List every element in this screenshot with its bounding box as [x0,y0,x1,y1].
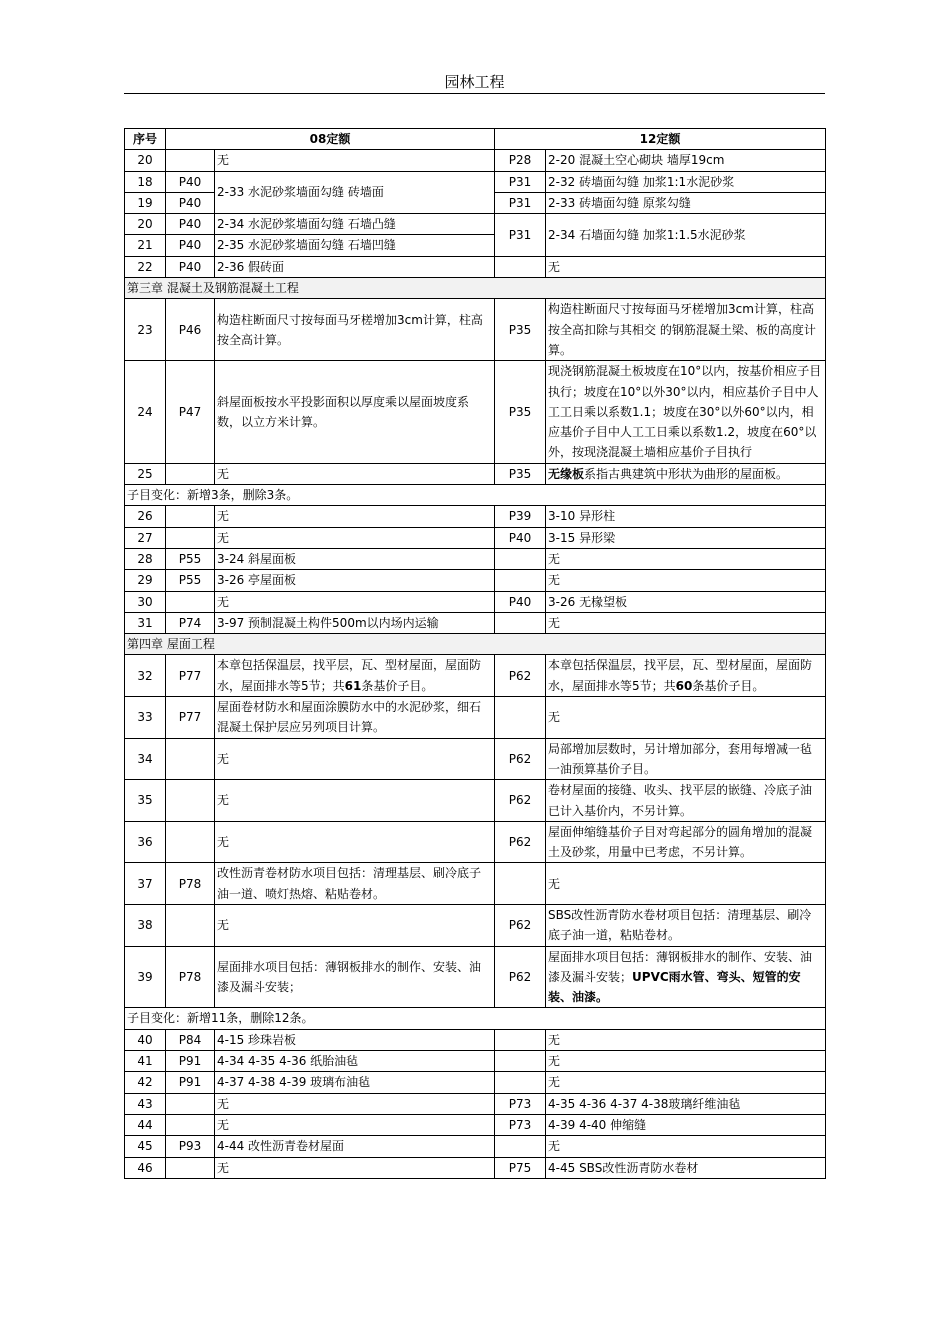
text08-cell: 无 [215,150,495,171]
text-span: 屋面排水项目包括：薄钢板排水的制作、安装、油漆及漏斗安装； [548,949,813,984]
page12-cell: P75 [495,1157,546,1178]
page12-cell: P39 [495,506,546,527]
text-span: 条基价子目。 [692,678,765,693]
page08-cell [166,150,215,171]
text12-cell: 3-10 异形柱 [546,506,826,527]
page12-cell: P31 [495,171,546,192]
change-note: 子目变化：新增3条，删除3条。 [125,485,826,506]
note-row [125,485,826,506]
page08-cell: P78 [166,863,215,905]
seq-cell: 20 [125,150,166,171]
table-row [125,463,826,484]
page08-cell [166,904,215,946]
page08-cell: P77 [166,697,215,739]
seq-cell: 22 [125,256,166,277]
text12-cell: 无 [546,612,826,633]
text12-cell [546,946,826,1008]
page12-cell: P62 [495,904,546,946]
page12-cell: P35 [495,361,546,463]
seq-cell: 42 [125,1072,166,1093]
page12-cell: P62 [495,655,546,697]
text08-cell [215,655,495,697]
table-row [125,171,826,192]
section-row [125,634,826,655]
page08-cell [166,780,215,822]
table-row [125,1093,826,1114]
text08-cell: 构造柱断面尺寸按每面马牙槎增加3cm计算，柱高按全高计算。 [215,299,495,361]
text-span: 本章包括保温层，找平层，瓦、型材屋面，屋面防水，屋面排水等5节；共 [548,658,813,693]
page12-cell: P62 [495,821,546,863]
change-note: 子目变化：新增11条，删除12条。 [125,1008,826,1029]
page08-cell: P40 [166,192,215,213]
seq-cell: 37 [125,863,166,905]
page08-cell: P47 [166,361,215,463]
text08-cell: 无 [215,1093,495,1114]
seq-cell: 36 [125,821,166,863]
page-header: 园林工程 [124,72,825,94]
seq-cell: 38 [125,904,166,946]
text12-cell: 卷材屋面的接缝、收头、找平层的嵌缝、冷底子油已计入基价内，不另计算。 [546,780,826,822]
page08-cell: P40 [166,235,215,256]
text-span: 条基价子目。 [361,678,434,693]
page08-cell: P93 [166,1136,215,1157]
text12-cell: 无 [546,1029,826,1050]
seq-cell: 46 [125,1157,166,1178]
page12-cell: P40 [495,527,546,548]
table-row [125,150,826,171]
text12-cell: 无 [546,1072,826,1093]
page08-cell: P74 [166,612,215,633]
text12-cell: 无 [546,1136,826,1157]
text08-cell: 2-35 水泥砂浆墙面勾缝 石墙凹缝 [215,235,495,256]
table-row [125,655,826,697]
table-row [125,506,826,527]
table-row [125,738,826,780]
text08-cell: 屋面卷材防水和屋面涂膜防水中的水泥砂浆，细石混凝土保护层应另列项目计算。 [215,697,495,739]
seq-cell: 40 [125,1029,166,1050]
seq-cell: 32 [125,655,166,697]
seq-cell: 39 [125,946,166,1008]
text12-cell: 4-45 SBS改性沥青防水卷材 [546,1157,826,1178]
page08-cell: P91 [166,1072,215,1093]
text12-cell: 局部增加层数时，另计增加部分，套用每增减一毡一油预算基价子目。 [546,738,826,780]
page08-cell [166,821,215,863]
table-row [125,548,826,569]
page08-cell [166,506,215,527]
text12-cell: 屋面伸缩缝基价子目对弯起部分的圆角增加的混凝土及砂浆，用量中已考虑，不另计算。 [546,821,826,863]
text08-cell: 改性沥青卷材防水项目包括：清理基层、刷冷底子油一道、喷灯热熔、粘贴卷材。 [215,863,495,905]
table-row [125,1051,826,1072]
text12-cell: 无 [546,256,826,277]
text12-cell: 无 [546,548,826,569]
page12-cell: P62 [495,946,546,1008]
text12-cell: 3-15 异形梁 [546,527,826,548]
text08-cell: 无 [215,591,495,612]
text08-cell: 4-44 改性沥青卷材屋面 [215,1136,495,1157]
page08-cell [166,1114,215,1135]
seq-cell: 19 [125,192,166,213]
section-title: 第四章 屋面工程 [125,634,826,655]
section-row [125,278,826,299]
seq-cell: 23 [125,299,166,361]
table-row [125,821,826,863]
table-row [125,904,826,946]
seq-cell: 45 [125,1136,166,1157]
text08-cell: 3-24 斜屋面板 [215,548,495,569]
text08-cell: 无 [215,527,495,548]
text12-cell: SBS改性沥青防水卷材项目包括：清理基层、刷冷底子油一道，粘贴卷材。 [546,904,826,946]
table-row [125,591,826,612]
seq-cell: 18 [125,171,166,192]
seq-cell: 29 [125,570,166,591]
seq-cell: 24 [125,361,166,463]
text08-cell: 4-15 珍珠岩板 [215,1029,495,1050]
seq-cell: 41 [125,1051,166,1072]
page08-cell: P77 [166,655,215,697]
page12-cell: P28 [495,150,546,171]
table-row [125,697,826,739]
text08-cell: 无 [215,463,495,484]
page12-cell [495,697,546,739]
seq-cell: 28 [125,548,166,569]
text08-cell: 3-97 预制混凝土构件500m以内场内运输 [215,612,495,633]
text08-cell: 无 [215,738,495,780]
seq-cell: 33 [125,697,166,739]
comparison-table [124,128,826,1179]
page08-cell: P84 [166,1029,215,1050]
table-row [125,299,826,361]
note-row [125,1008,826,1029]
table-row [125,527,826,548]
text12-cell [546,655,826,697]
page08-cell [166,1093,215,1114]
text12-cell: 3-26 无椽望板 [546,591,826,612]
table-row [125,214,826,235]
page12-cell: P31 [495,214,546,257]
text12-cell: 构造柱断面尺寸按每面马牙槎增加3cm计算，柱高按全高扣除与其相交 的钢筋混凝土梁、板的高度计算。 [546,299,826,361]
page12-cell [495,612,546,633]
page12-cell: P35 [495,463,546,484]
page12-cell [495,548,546,569]
text12-cell: 无 [546,1051,826,1072]
text08-cell: 无 [215,904,495,946]
table-row [125,780,826,822]
text08-cell: 4-34 4-35 4-36 纸胎油毡 [215,1051,495,1072]
page08-cell [166,527,215,548]
table-row [125,1157,826,1178]
text12-cell: 2-32 砖墙面勾缝 加浆1:1水泥砂浆 [546,171,826,192]
text12-cell: 无 [546,697,826,739]
table-row [125,361,826,463]
page08-cell [166,738,215,780]
bold-count: 60 [675,678,693,693]
seq-cell: 35 [125,780,166,822]
header-12: 12定额 [495,129,826,150]
seq-cell: 31 [125,612,166,633]
table-row [125,1114,826,1135]
page08-cell [166,591,215,612]
page08-cell [166,1157,215,1178]
text12-cell: 现浇钢筋混凝土板坡度在10°以内，按基价相应子目执行；坡度在10°以外30°以内，相应基价子目中人工工日乘以系数1.1；坡度在30°以外60°以内，相应基价子目中人工工日乘以系数1.2，坡度在60°以外，按现浇混凝土墙相应基价子目执行 [546,361,826,463]
page12-cell: P35 [495,299,546,361]
page12-cell [495,1051,546,1072]
text-span: 本章包括保温层，找平层，瓦、型材屋面，屋面防水，屋面排水等5节；共 [217,658,482,693]
text12-cell: 无 [546,863,826,905]
text12-cell: 无 [546,570,826,591]
bold-text: UPVC雨水管、弯头、短管的安装、油漆。 [548,969,801,1005]
text08-cell: 无 [215,821,495,863]
seq-cell: 44 [125,1114,166,1135]
bold-count: 61 [344,678,362,693]
page08-cell: P91 [166,1051,215,1072]
seq-cell: 21 [125,235,166,256]
text08-cell: 4-37 4-38 4-39 玻璃布油毡 [215,1072,495,1093]
text08-cell: 2-36 假砖面 [215,256,495,277]
page08-cell: P55 [166,548,215,569]
text08-cell: 斜屋面板按水平投影面积以厚度乘以屋面坡度系数，以立方米计算。 [215,361,495,463]
text08-cell: 3-26 亭屋面板 [215,570,495,591]
header-seq: 序号 [125,129,166,150]
seq-cell: 20 [125,214,166,235]
text08-cell: 无 [215,780,495,822]
text12-cell: 2-33 砖墙面勾缝 原浆勾缝 [546,192,826,213]
page08-cell: P40 [166,256,215,277]
text08-cell: 无 [215,1114,495,1135]
table-row [125,1136,826,1157]
page12-cell: P62 [495,780,546,822]
seq-cell: 27 [125,527,166,548]
table-row [125,946,826,1008]
text08-cell: 屋面排水项目包括：薄钢板排水的制作、安装、油漆及漏斗安装； [215,946,495,1008]
page12-cell [495,1072,546,1093]
page08-cell: P46 [166,299,215,361]
seq-cell: 25 [125,463,166,484]
seq-cell: 43 [125,1093,166,1114]
page08-cell: P40 [166,214,215,235]
table-row [125,570,826,591]
page08-cell: P78 [166,946,215,1008]
page08-cell: P55 [166,570,215,591]
page12-cell: P31 [495,192,546,213]
text08-cell: 无 [215,1157,495,1178]
page12-cell [495,570,546,591]
page08-cell: P40 [166,171,215,192]
page12-cell [495,863,546,905]
text08-cell: 无 [215,506,495,527]
table-row [125,612,826,633]
table-row [125,1072,826,1093]
page12-cell [495,256,546,277]
text12-cell [546,463,826,484]
section-title: 第三章 混凝土及钢筋混凝土工程 [125,278,826,299]
text08-cell: 2-34 水泥砂浆墙面勾缝 石墙凸缝 [215,214,495,235]
page12-cell [495,1136,546,1157]
table-row [125,256,826,277]
seq-cell: 30 [125,591,166,612]
text-span: 系指古典建筑中形状为曲形的屋面板。 [584,466,789,481]
text12-cell: 4-35 4-36 4-37 4-38玻璃纤维油毡 [546,1093,826,1114]
page08-cell [166,463,215,484]
text08-cell: 2-33 水泥砂浆墙面勾缝 砖墙面 [215,171,495,214]
page12-cell: P73 [495,1114,546,1135]
page12-cell: P62 [495,738,546,780]
page12-cell [495,1029,546,1050]
page12-cell: P73 [495,1093,546,1114]
text12-cell: 2-20 混凝土空心砌块 墙厚19cm [546,150,826,171]
page12-cell: P40 [495,591,546,612]
table-header-row [125,129,826,150]
seq-cell: 34 [125,738,166,780]
text12-cell: 2-34 石墙面勾缝 加浆1:1.5水泥砂浆 [546,214,826,257]
table-row [125,1029,826,1050]
text12-cell: 4-39 4-40 伸缩缝 [546,1114,826,1135]
header-08: 08定额 [166,129,495,150]
bold-term: 无缘板 [548,466,585,481]
seq-cell: 26 [125,506,166,527]
table-row [125,863,826,905]
